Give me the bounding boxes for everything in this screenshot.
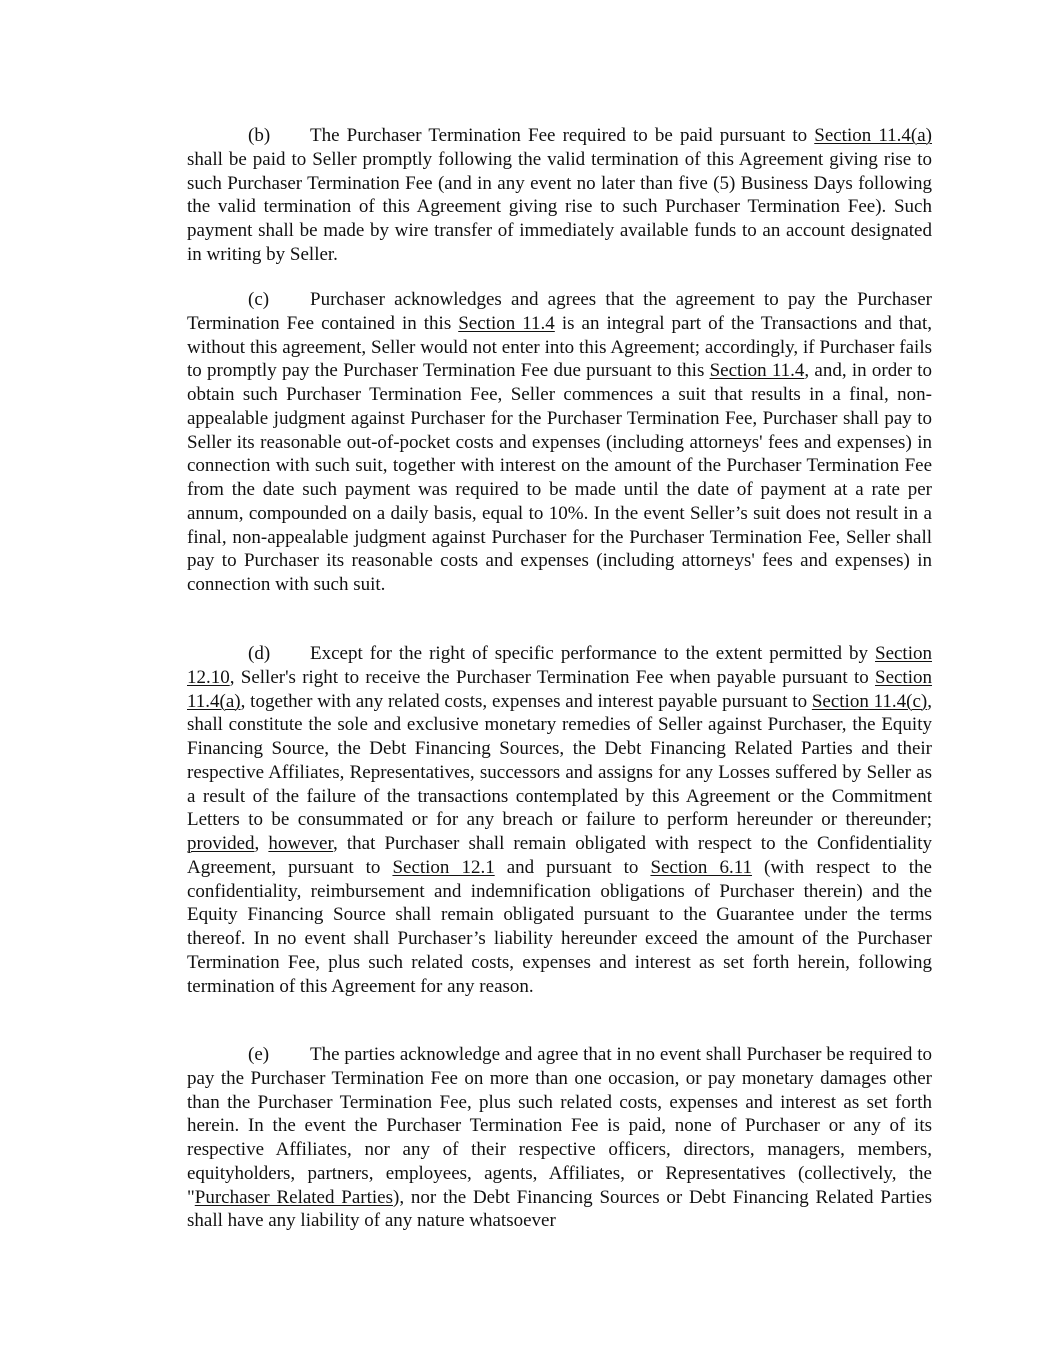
section-reference: Section 12.10 (187, 643, 932, 688)
paragraph-d (187, 642, 932, 998)
paragraph-label: (e) (248, 1044, 270, 1065)
paragraph-e (187, 1043, 932, 1233)
section-reference: Section 6.11 (650, 856, 752, 878)
paragraph-text: (with respect to the confidentiality, reimbursement and indemnification obligations of Purchaser therein) and the Equity Financing Source shall remain obligated pursuant to the Guarantee under the terms thereof. In no event shall Purchaser’s liability hereunder exceed the amount of the Purchaser Termination Fee, plus such related costs, expenses and interest as set forth herein, following termination of this Agreement for any reason. (187, 856, 932, 997)
paragraph-text: The Purchaser Termination Fee required to be paid pursuant to (310, 125, 815, 146)
defined-term: Purchaser Related Parties (194, 1186, 393, 1208)
paragraph-text: and pursuant to (494, 856, 651, 878)
paragraph-text: shall be paid to Seller promptly following the valid termination of this Agreement giving rise to such Purchaser Termination Fee (and in any event no later than five (5) Business Days following the valid termination of this Agreement giving rise to such Purchaser Termination Fee). Such payment shall be made by wire transfer of immediately available funds to an account designated in writing by Seller. (187, 148, 932, 265)
section-reference: Section 11.4(c) (811, 690, 928, 712)
paragraph-b (187, 124, 932, 267)
section-reference: Section 11.4(a) (814, 125, 932, 146)
paragraph-text: Purchaser acknowledges and agrees that the agreement to pay the Purchaser Termination Fee contained in this (187, 289, 932, 334)
section-reference: Section 11.4 (458, 312, 555, 334)
paragraph-text: , and, in order to obtain such Purchaser Termination Fee, Seller commences a suit that results in a final, non-appealable judgment against Purchaser for the Purchaser Termination Fee, Purchaser shall pay to Seller its reasonable out-of-pocket costs and expenses (including attorneys' fees and expenses) in connection with such suit, together with interest on the amount of the Purchaser Termination Fee from the date such payment was required to be made until the date of payment at a rate per annum, compounded on a daily basis, equal to 10%. In the event Seller’s suit does not result in a final, non-appealable judgment against Purchaser for the Purchaser Termination Fee, Seller shall pay to Purchaser its reasonable costs and expenses (including attorneys' fees and expenses) in connection with such suit. (187, 360, 932, 595)
paragraph-text: Except for the right of specific performance to the extent permitted by (310, 643, 875, 664)
paragraph-text: ), nor the Debt Financing Sources or Debt Financing Related Parties shall have any liability of any nature whatsoever (187, 1186, 933, 1232)
paragraph-label: (b) (248, 125, 271, 146)
paragraph-label: (c) (248, 289, 270, 310)
underlined-term: however (268, 833, 334, 854)
underlined-term: provided (187, 833, 255, 854)
paragraph-text: is an integral part of the Transactions and that, without this agreement, Seller would not enter into this Agreement; accordingly, if Purchaser fails to promptly pay the Purchaser Termination Fee due pursuant to this (187, 312, 932, 382)
section-reference: Section 11.4(a) (187, 666, 932, 712)
paragraph-text: The parties acknowledge and agree that in no event shall Purchaser be required to pay the Purchaser Termination Fee on more than one occasion, or pay monetary damages other than the Purchaser Termination Fee, plus such related costs, expenses and interest as set forth herein. In the event the Purchaser Termination Fee is paid, none of Purchaser or any of its respective Affiliates, nor any of their respective officers, directors, managers, members, equityholders, partners, employees, agents, Affiliates, or Representatives (collectively, the " (187, 1044, 932, 1208)
paragraph-text: , together with any related costs, expenses and interest payable pursuant to (240, 690, 812, 712)
paragraph-text: , that Purchaser shall remain obligated with respect to the Confidentiality Agreement, pursuant to (187, 833, 933, 878)
section-reference: Section 12.1 (392, 856, 495, 878)
paragraph-text: , shall constitute the sole and exclusive monetary remedies of Seller against Purchaser, the Equity Financing Source, the Debt Financing Sources, the Debt Financing Related Parties and their respective Affiliates, Representatives, successors and assigns for any Losses suffered by Seller as a result of the failure of the transactions contemplated by this Agreement or the Commitment Letters to be consummated or for any breach or failure to perform hereunder or thereunder; (187, 690, 932, 831)
paragraph-label: (d) (248, 643, 271, 664)
section-reference: Section 11.4 (709, 360, 805, 382)
paragraph-text: , Seller's right to receive the Purchaser Termination Fee when payable pursuant to (229, 666, 875, 688)
paragraph-text: , (254, 833, 269, 854)
paragraph-c (187, 288, 932, 597)
